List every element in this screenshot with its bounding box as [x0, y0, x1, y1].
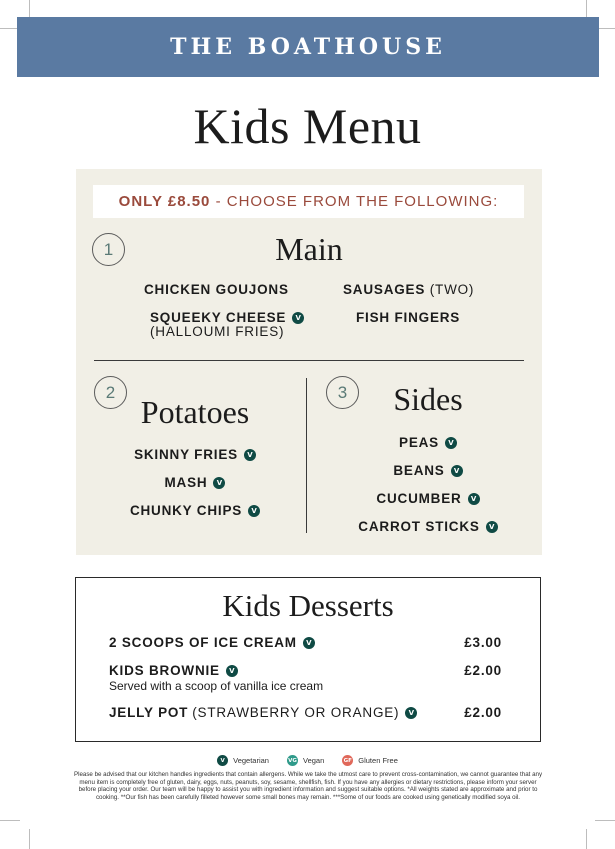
menu-item-carrot-sticks: [314, 519, 542, 534]
dessert-item-jelly-pot: [109, 705, 417, 720]
section-number-sides: 3: [326, 376, 359, 409]
legend-label: Vegan: [302, 756, 325, 765]
item-label: SQUEEKY CHEESE: [150, 310, 287, 325]
vegetarian-badge-icon: V: [486, 521, 498, 533]
item-label: MASH: [164, 475, 208, 490]
divider: [94, 360, 524, 361]
desserts-title: Kids Desserts: [222, 588, 394, 623]
vegetarian-badge-icon: V: [292, 312, 304, 324]
menu-item-chunky-chips: [76, 503, 314, 518]
kids-menu-panel: [76, 169, 542, 555]
vegetarian-badge-icon: V: [244, 449, 256, 461]
item-note: (HALLOUMI FRIES): [150, 324, 285, 339]
item-label: JELLY POT: [109, 705, 189, 720]
item-label: CHICKEN GOUJONS: [144, 282, 289, 297]
legend-gluten-free: [342, 755, 398, 766]
vegetarian-badge-icon: V: [213, 477, 225, 489]
legend-label: Gluten Free: [358, 756, 398, 765]
item-label: CUCUMBER: [376, 491, 462, 506]
item-label: FISH FINGERS: [356, 310, 461, 325]
item-label: PEAS: [399, 435, 439, 450]
offer-price: ONLY £8.50: [118, 193, 211, 210]
item-label: SAUSAGES: [343, 282, 426, 297]
legend-vegan: [287, 755, 324, 766]
dessert-price: £2.00: [464, 705, 502, 720]
dessert-item-kids-brownie: [109, 663, 238, 678]
vegetarian-badge-icon: V: [226, 665, 238, 677]
menu-item-skinny-fries: [76, 447, 314, 462]
vegetarian-badge-icon: V: [248, 505, 260, 517]
vegan-icon: VG: [287, 755, 298, 766]
vegetarian-icon: V: [217, 755, 228, 766]
page-title: Kids Menu: [193, 98, 422, 154]
item-label: CARROT STICKS: [358, 519, 480, 534]
section-number-main: 1: [92, 233, 125, 266]
item-note: (TWO): [425, 282, 475, 297]
brand-name: THE BOATHOUSE: [170, 34, 446, 60]
crop-mark: [0, 820, 20, 821]
menu-item-fish-fingers: [356, 310, 460, 325]
vegetarian-badge-icon: V: [451, 465, 463, 477]
item-label: 2 SCOOPS OF ICE CREAM: [109, 635, 297, 650]
section-title-potatoes: Potatoes: [140, 394, 250, 430]
item-label: KIDS BROWNIE: [109, 663, 220, 678]
dessert-price: £2.00: [464, 663, 502, 678]
offer-text: - CHOOSE FROM THE FOLLOWING:: [210, 193, 499, 210]
menu-item-squeeky-cheese: [150, 310, 304, 325]
offer-banner: [93, 185, 524, 218]
dessert-price: £3.00: [464, 635, 502, 650]
crop-mark: [595, 820, 615, 821]
vegetarian-badge-icon: V: [405, 707, 417, 719]
menu-item-peas: [314, 435, 542, 450]
item-label: CHUNKY CHIPS: [129, 503, 243, 518]
dessert-description: Served with a scoop of vanilla ice cream: [109, 679, 324, 693]
menu-item-cucumber: [314, 491, 542, 506]
menu-item-chicken-goujons: [144, 282, 289, 297]
legend-label: Vegetarian: [233, 756, 269, 765]
item-label: SKINNY FRIES: [134, 447, 238, 462]
item-note: (STRAWBERRY OR ORANGE): [192, 705, 400, 720]
header-bar: [17, 17, 599, 77]
vegetarian-badge-icon: V: [303, 637, 315, 649]
allergen-disclaimer: Please be advised that our kitchen handles ingredients that contain allergens. While we take the utmost care to prevent cross-contamination, we cannot guarantee that any menu item is completely free of gluten, dairy, eggs, nuts, peanuts, soy, sesame, shellfish, fish. If you have any allergies or dietary restrictions, please inform your server before placing your order. Our team will be happy to assist you with ingredient information and suggest suitable options. *All weights stated are approximate and prior to cooking. **Our fish has been carefully filleted however some small bones may remain. ***Some of our foods are cooked using genetically modified soya oil.: [73, 771, 543, 802]
section-title-sides: Sides: [393, 381, 463, 417]
dessert-item-ice-cream: [109, 635, 315, 650]
legend-vegetarian: [217, 755, 269, 766]
section-number-potatoes: 2: [94, 376, 127, 409]
crop-mark: [29, 829, 30, 849]
dietary-legend: [0, 755, 615, 766]
crop-mark: [586, 829, 587, 849]
menu-item-beans: [314, 463, 542, 478]
menu-item-sausages: [343, 282, 474, 297]
vegetarian-badge-icon: V: [468, 493, 480, 505]
vegetarian-badge-icon: V: [445, 437, 457, 449]
desserts-box: [75, 577, 541, 742]
menu-item-mash: [76, 475, 314, 490]
section-title-main: Main: [275, 231, 343, 267]
item-label: BEANS: [393, 463, 445, 478]
gluten-free-icon: GF: [342, 755, 353, 766]
